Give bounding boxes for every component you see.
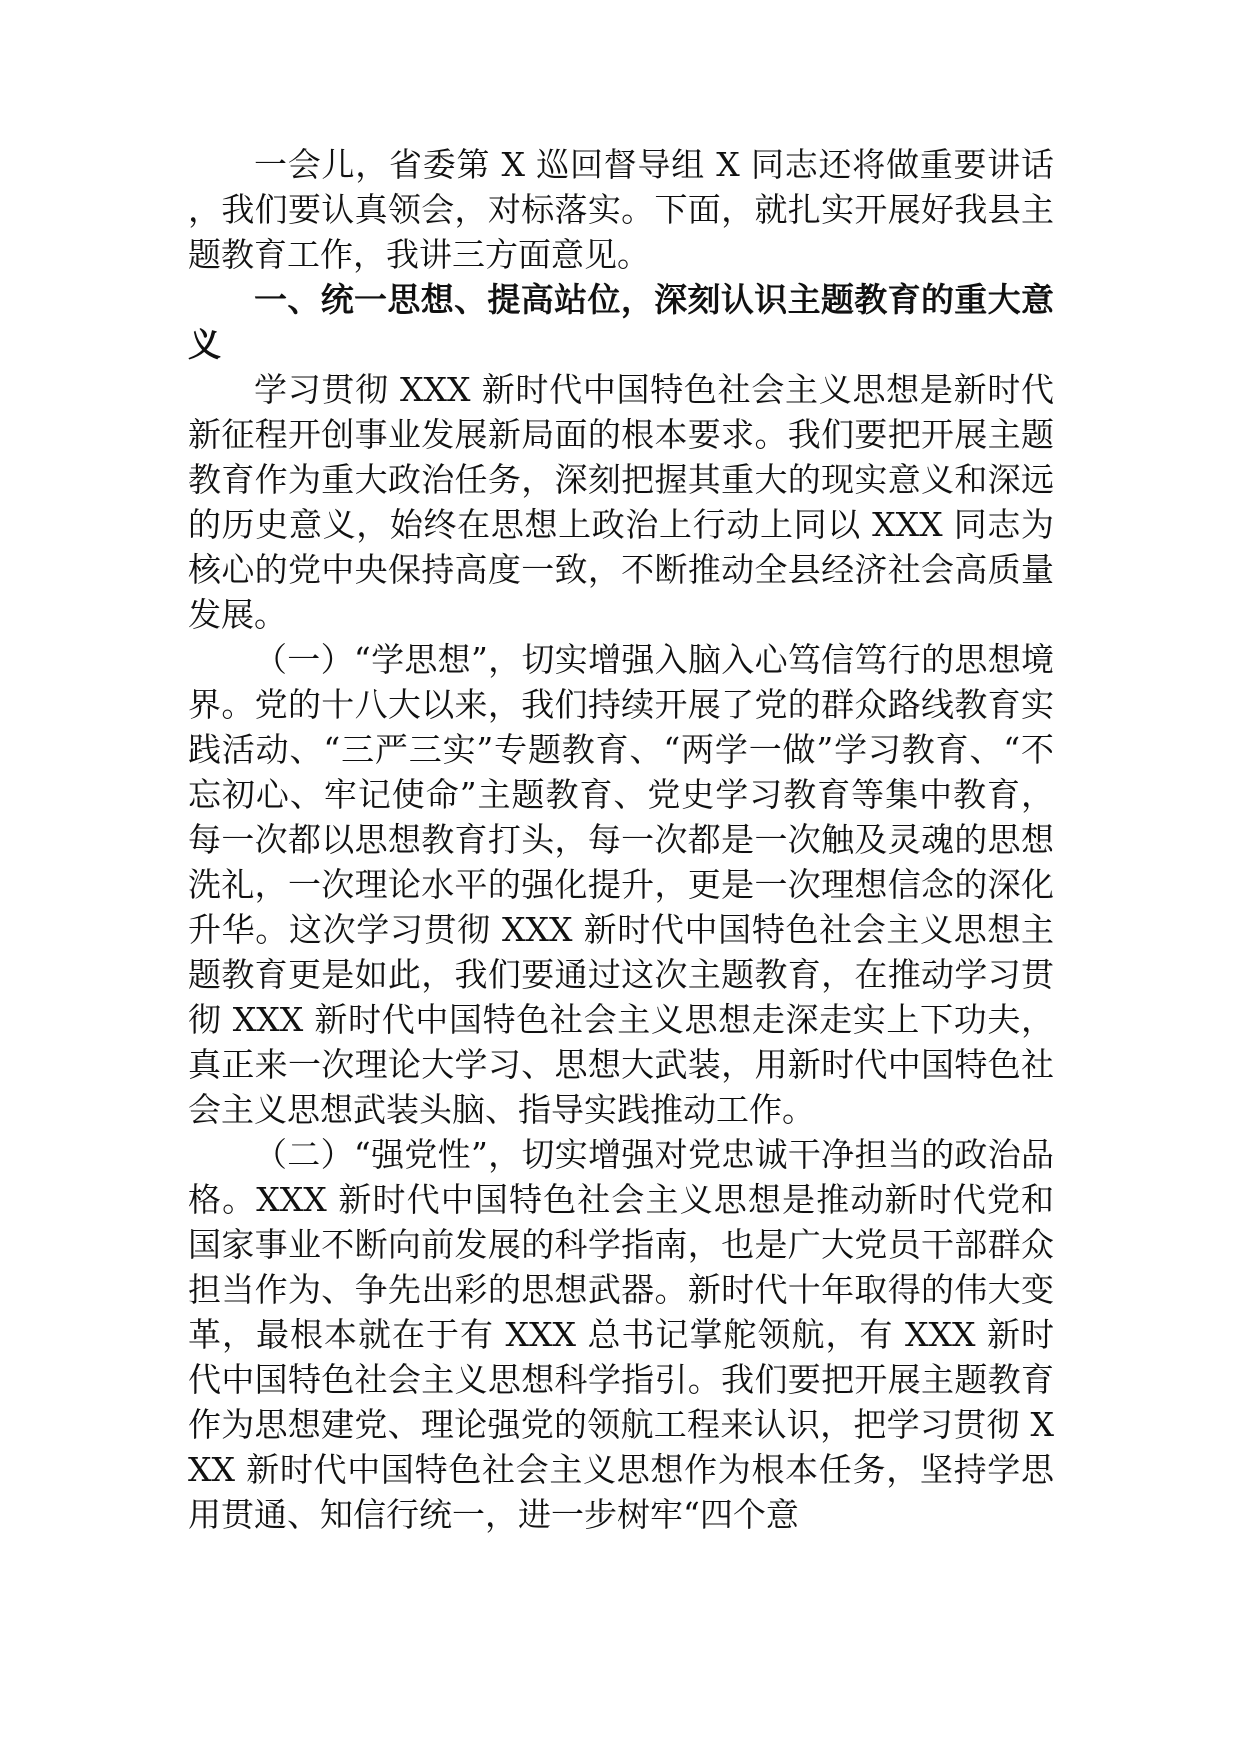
paragraph-subsection-1: （一）“学思想”，切实增强入脑入心笃信笃行的思想境界。党的十八大以来，我们持续开展了党的群众路线教育实践活动、“三严三实”专题教育、“两学一做”学习教育、“不忘初心、牢记使命”主题教育、党史学习教育等集中教育，每一次都以思想教育打头，每一次都是一次触及灵魂的思想洗礼，一次理论水平的强化提升，更是一次理想信念的深化升华。这次学习贯彻 XXX 新时代中国特色社会主义思想主题教育更是如此，我们要通过这次主题教育，在推动学习贯彻 XXX 新时代中国特色社会主义思想走深走实上下功夫，真正来一次理论大学习、思想大武装，用新时代中国特色社会主义思想武装头脑、指导实践推动工作。 — [188, 640, 1054, 1129]
document-page — [188, 142, 1054, 1537]
paragraph-subsection-2: （二）“强党性”，切实增强对党忠诚干净担当的政治品格。XXX 新时代中国特色社会主义思想是推动新时代党和国家事业不断向前发展的科学指南，也是广大党员干部群众担当作为、争先出彩的思想武器。新时代十年取得的伟大变革，最根本就在于有 XXX 总书记掌舵领航，有 XXX 新时代中国特色社会主义思想科学指引。我们要把开展主题教育作为思想建党、理论强党的领航工程来认识，把学习贯彻 XXX 新时代中国特色社会主义思想作为根本任务，坚持学思用贯通、知信行统一，进一步树牢“四个意 — [188, 1135, 1054, 1534]
section-heading-1: 一、统一思想、提高站位，深刻认识主题教育的重大意义 — [188, 280, 1054, 364]
paragraph-intro: 一会儿，省委第 X 巡回督导组 X 同志还将做重要讲话，我们要认真领会，对标落实。下面，就扎实开展好我县主题教育工作，我讲三方面意见。 — [188, 145, 1054, 274]
paragraph-section-1-body: 学习贯彻 XXX 新时代中国特色社会主义思想是新时代新征程开创事业发展新局面的根本要求。我们要把开展主题教育作为重大政治任务，深刻把握其重大的现实意义和深远的历史意义，始终在思想上政治上行动上同以 XXX 同志为核心的党中央保持高度一致，不断推动全县经济社会高质量发展。 — [188, 370, 1054, 634]
